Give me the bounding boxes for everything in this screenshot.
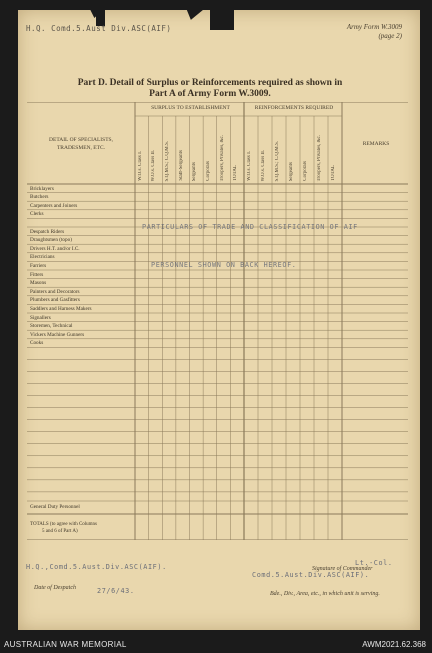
title-line-2: Part A of Army Form W.3009.	[149, 89, 271, 99]
despatch-label: Date of Despatch	[34, 585, 76, 591]
unit-serving-label: Bde., Div., Area, etc., in which unit is serving.	[270, 591, 380, 597]
header-reinforcements: REINFORCEMENTS REQUIRED	[254, 105, 334, 111]
trade-row-label: Plumbers and Gasfitters	[30, 297, 80, 304]
trade-row-label: Fitters	[30, 271, 44, 278]
surplus-col-header: TOTAL	[233, 165, 239, 181]
commander-stamp: Comd.5.Aust.Div.ASC(AIF).	[252, 571, 370, 579]
trade-row-label: Farriers	[30, 262, 47, 269]
form-number: Army Form W.3009	[346, 23, 402, 31]
archive-caption: AUSTRALIAN WAR MEMORIAL	[4, 640, 127, 649]
trade-row-label: Bricklayers	[30, 185, 54, 192]
general-duty-label: General Duty Personnel	[30, 504, 80, 510]
reinforcement-col-header: W.O.s. Class II.	[261, 149, 266, 181]
signature-label: Signature of Commander	[312, 566, 373, 572]
torn-edge	[210, 10, 234, 30]
trade-row-label: Storemen, Technical	[30, 323, 73, 330]
trade-row-label: Painters and Decorators	[30, 288, 80, 295]
title-line-1: Part D. Detail of Surplus or Reinforcements required as shown in	[77, 78, 343, 88]
rank-stamp: Lt.-Col.	[355, 559, 393, 567]
form-reference	[347, 23, 402, 41]
trade-row-label: Saddlers and Harness Makers	[30, 305, 92, 312]
trade-row-label: Butchers	[30, 194, 49, 201]
trade-row-label: Drivers H.T. and/or I.C.	[30, 245, 80, 252]
totals-label	[30, 521, 97, 535]
surplus-col-header: W.O.s. Class I.	[137, 151, 143, 181]
detail-table	[27, 102, 408, 540]
trade-row-label: Signallers	[30, 314, 51, 321]
reinforcement-col-header: Troopers, Privates, &c.	[317, 134, 322, 181]
surplus-col-header: S.Q.M.S.; C.Q.M.S.	[165, 140, 171, 181]
archive-accession-number: AWM2021.62.368	[362, 640, 426, 649]
table-grid	[27, 102, 408, 540]
reinforcement-col-header: Corporals	[303, 161, 308, 181]
unit-reference-stamp: H.Q. Comd.5.Aust Div.ASC(AIF)	[26, 24, 172, 33]
trade-row-label: Clerks	[30, 211, 44, 218]
trade-row-label: Vickers Machine Gunners	[30, 331, 85, 338]
trade-row-label: Masons	[30, 280, 47, 287]
reinforcement-col-header: Sergeants	[289, 161, 294, 181]
surplus-col-header: W.O.s. Class II.	[151, 149, 157, 181]
footer-unit-stamp: H.Q.,Comd.5.Aust.Div.ASC(AIF).	[26, 563, 167, 571]
trade-row-label: Cooks	[30, 340, 44, 347]
form-title	[30, 78, 390, 100]
reinforcement-col-header: TOTAL	[331, 165, 336, 181]
page-number: (page 2)	[378, 32, 402, 40]
personnel-shown-stamp: PERSONNEL SHOWN ON BACK HEREOF.	[151, 261, 297, 269]
header-remarks: REMARKS	[362, 141, 390, 147]
trade-row-label: Draughtsmen (topo)	[30, 237, 72, 244]
surplus-col-header: Troopers, Privates, &c.	[219, 134, 225, 181]
trade-classification-stamp: PARTICULARS OF TRADE AND CLASSIFICATION OF AIF	[142, 223, 358, 231]
trade-row-label: Electricians	[30, 254, 55, 261]
col-header-detail: DETAIL OF SPECIALISTS, TRADESMEN, ETC.	[49, 137, 113, 151]
surplus-col-header: Sergeants	[192, 161, 198, 181]
trade-row-label: Carpenters and Joiners	[30, 202, 78, 209]
totals-line-2: 5 and 6 of Part A)	[42, 529, 78, 534]
despatch-date: 27/6/43.	[97, 587, 135, 595]
reinforcement-col-header: S.Q.M.S.; C.Q.M.S.	[275, 140, 280, 181]
totals-line-1: TOTALS (to agree with Columns	[30, 522, 97, 527]
surplus-col-header: Staff-Sergeants	[178, 150, 184, 181]
trade-row-label: Despatch Riders	[30, 228, 65, 235]
surplus-col-header: Corporals	[205, 161, 211, 181]
reinforcement-col-header: W.O.s. Class I.	[247, 151, 252, 181]
header-surplus: SURPLUS TO ESTABLISHMENT	[151, 105, 230, 111]
